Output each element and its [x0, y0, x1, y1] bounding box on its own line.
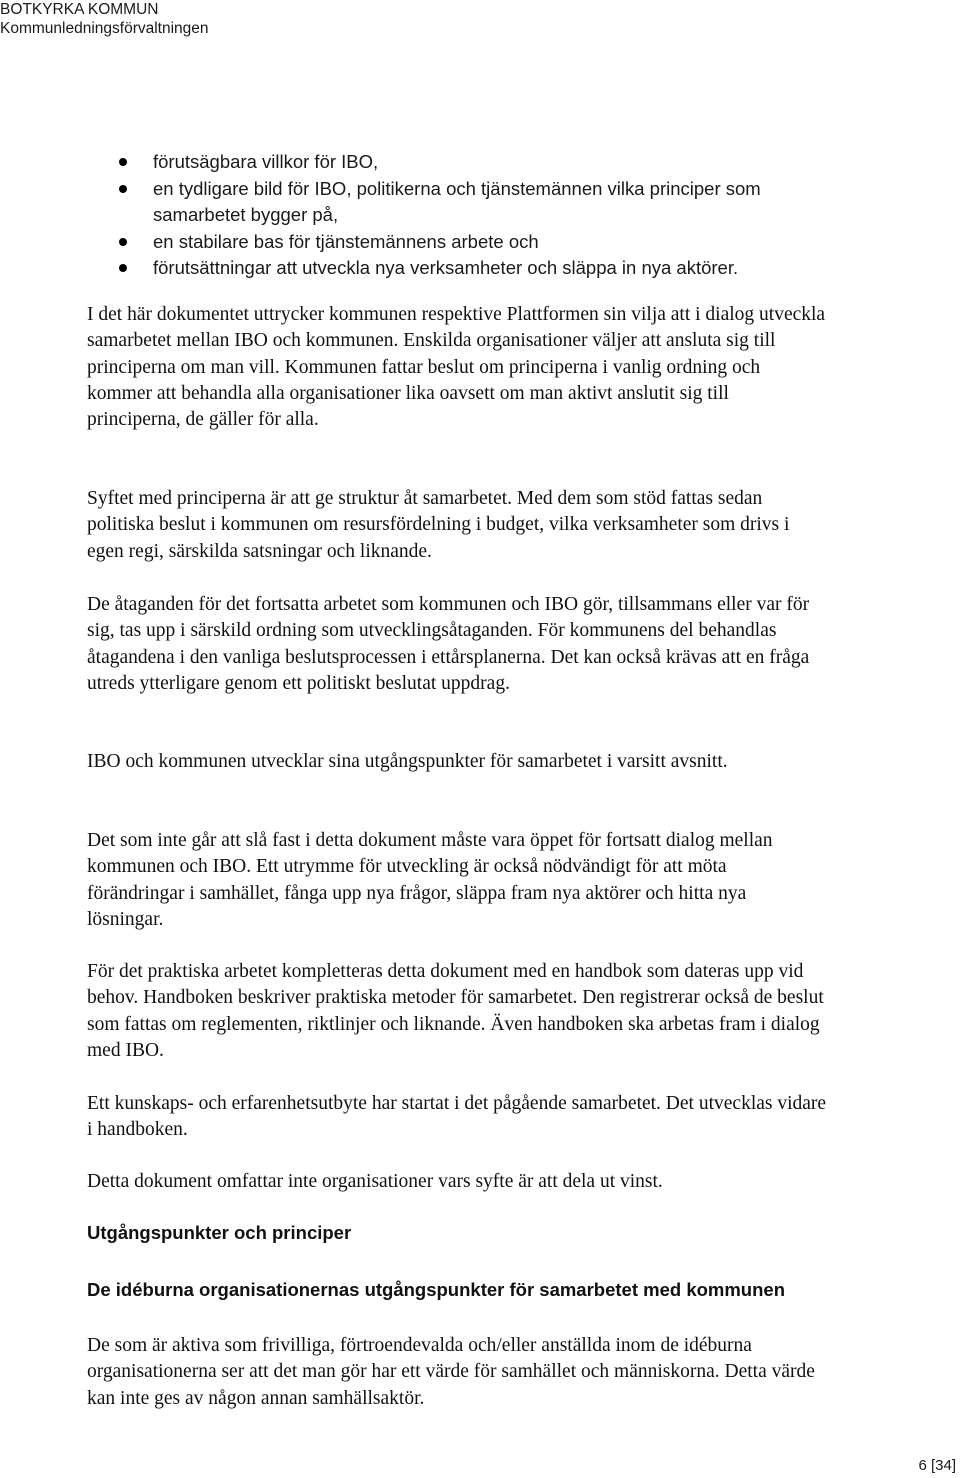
header-dept: Kommunledningsförvaltningen [0, 20, 209, 37]
bullet-icon [119, 158, 127, 166]
paragraph-handbook: För det praktiska arbetet kompletteras detta dokument med en handbok som dateras upp vid behov. Handboken beskriver praktiska metoder för samarbetet. Den registrerar också de beslut som fattas om reglementen, riktlinjer och liknande. Även handboken ska arbetas fram i dialog med IBO. [87, 961, 824, 1061]
bullet-icon [119, 238, 127, 246]
bullet-icon [119, 185, 127, 193]
bullet-list [0, 149, 960, 282]
paragraph-sections: IBO och kommunen utvecklar sina utgångspunkter för samarbetet i varsitt avsnitt. [87, 751, 728, 772]
bullet-item: förutsägbara villkor för IBO, [0, 149, 833, 176]
paragraph-purpose: Syftet med principerna är att ge struktur åt samarbetet. Med dem som stöd fattas sedan politiska beslut i kommunen om resursfördelning i budget, vilka verksamheter som drivs i egen regi, särskilda satsningar och liknande. [87, 488, 790, 562]
subsection-heading: De idéburna organisationernas utgångspunkter för samarbetet med kommunen [87, 1279, 785, 1300]
page-number: 6 [34] [918, 1457, 956, 1474]
section-heading: Utgångspunkter och principer [87, 1222, 352, 1243]
document-header [0, 0, 209, 38]
paragraph-principles-intro: I det här dokumentet uttrycker kommunen respektive Plattformen sin vilja att i dialog utveckla samarbetet mellan IBO och kommunen. Enskilda organisationer väljer att ansluta sig till principerna om man vill. Kommunen fattar beslut om principerna i vanlig ordning och kommer att behandla alla organisationer lika oavsett om man aktivt anslutit sig till principerna, de gäller för alla. [87, 304, 826, 431]
paragraph-scope: Detta dokument omfattar inte organisationer vars syfte är att dela ut vinst. [87, 1171, 663, 1192]
header-org: BOTKYRKA KOMMUN [0, 1, 159, 18]
bullet-icon [119, 264, 127, 272]
paragraph-value: De som är aktiva som frivilliga, förtroendevalda och/eller anställda inom de idéburna organisationerna ser att det man gör har ett värde för samhället och människorna. Detta värde kan inte ges av någon annan samhällsaktör. [87, 1335, 815, 1409]
bullet-item: en stabilare bas för tjänstemännens arbete och [0, 229, 833, 256]
bullet-item: förutsättningar att utveckla nya verksamheter och släppa in nya aktörer. [0, 255, 833, 282]
paragraph-dialog: Det som inte går att slå fast i detta dokument måste vara öppet för fortsatt dialog mellan kommunen och IBO. Ett utrymme för utveckling är också nödvändigt för att möta förändringar i samhället, fånga upp nya frågor, släppa fram nya aktörer och hitta nya lösningar. [87, 830, 773, 930]
paragraph-knowledge-exchange: Ett kunskaps- och erfarenhetsutbyte har startat i det pågående samarbetet. Det utvecklas vidare i handboken. [87, 1093, 827, 1141]
bullet-item: en tydligare bild för IBO, politikerna och tjänstemännen vilka principer som samarbetet bygger på, [0, 176, 833, 229]
paragraph-commitments: De åtaganden för det fortsatta arbetet som kommunen och IBO gör, tillsammans eller var för sig, tas upp i särskild ordning som utvecklingsåtaganden. För kommunens del behandlas åtagandena i den vanliga beslutsprocessen i ettårsplanerna. Det kan också krävas att en fråga utreds ytterligare genom ett politiskt beslutat uppdrag. [87, 594, 810, 694]
